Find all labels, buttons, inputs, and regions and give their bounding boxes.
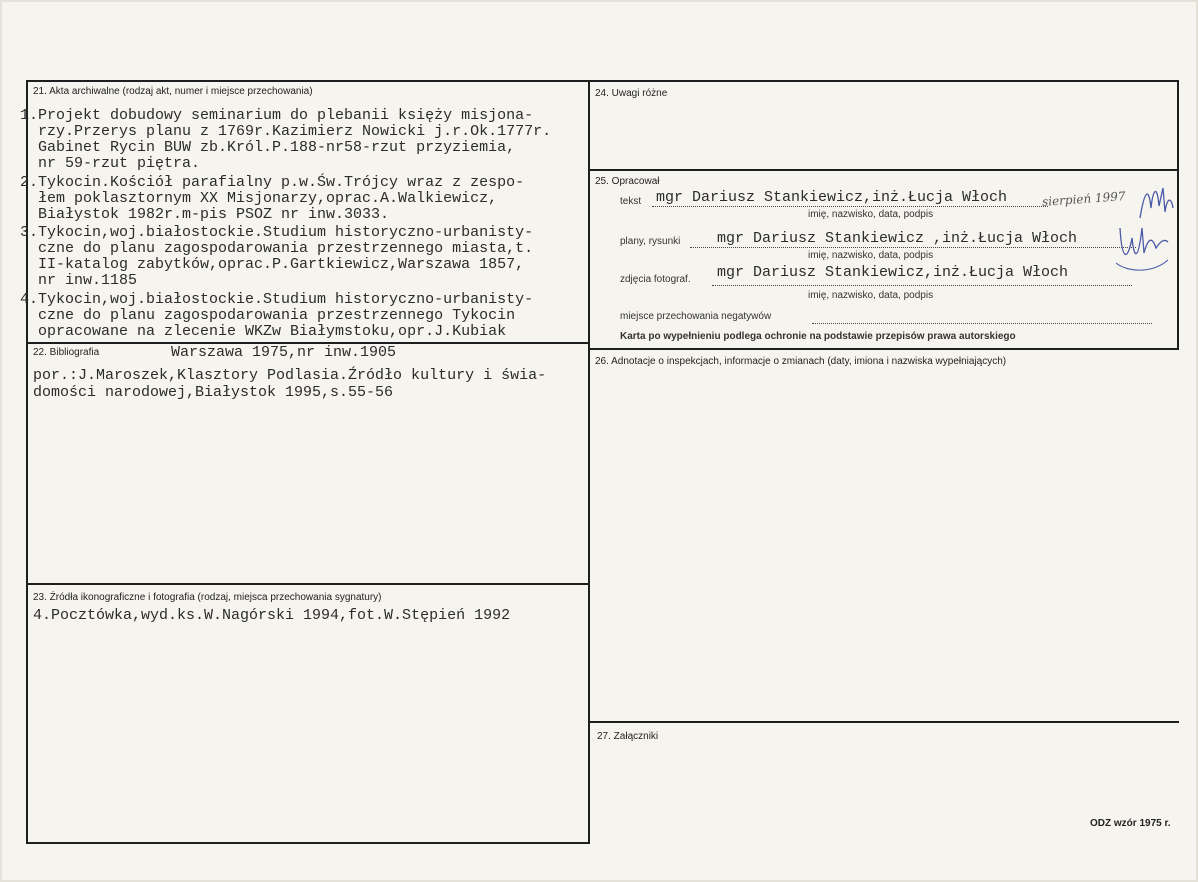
section-23-line: 4.Pocztówka,wyd.ks.W.Nagórski 1994,fot.W.Stępień 1992 — [33, 607, 511, 624]
section-21-line: czne do planu zagospodarowania przestrzennego miasta,t. — [20, 240, 534, 257]
center-divider — [588, 80, 590, 843]
divider-26-27 — [588, 721, 1179, 723]
right-border — [1177, 80, 1179, 348]
tekst-dotline — [652, 206, 1048, 207]
section-22-label: 22. Bibliografia — [33, 347, 100, 358]
section-22-line: por.:J.Maroszek,Klasztory Podlasia.Źródło kultury i świa- — [33, 367, 547, 384]
section-21-label: 21. Akta archiwalne (rodzaj akt, numer i miejsce przechowania) — [33, 86, 313, 97]
section-21-line: opracowane na zlecenie WKZw Białymstoku,opr.J.Kubiak — [20, 323, 507, 340]
form-footer: ODZ wzór 1975 r. — [1090, 818, 1171, 829]
section-21-line: 3.Tykocin,woj.białostockie.Studium historyczno-urbanisty- — [20, 224, 534, 241]
section-22-line: domości narodowej,Białystok 1995,s.55-56 — [33, 384, 394, 401]
negatywy-dotline — [812, 323, 1152, 324]
plany-label: plany, rysunki — [620, 236, 681, 247]
plany-caption: imię, nazwisko, data, podpis — [808, 250, 934, 261]
section-21-line: 1.Projekt dobudowy seminarium do plebanii księży misjona- — [20, 107, 534, 124]
section-21-continuation: Warszawa 1975,nr inw.1905 — [171, 344, 397, 361]
plany-dotline — [690, 247, 1136, 248]
zdjecia-label: zdjęcia fotograf. — [620, 274, 691, 285]
section-24-label: 24. Uwagi różne — [595, 88, 668, 99]
signature-bottom — [1112, 208, 1172, 278]
negatywy-label: miejsce przechowania negatywów — [620, 311, 772, 322]
copyright-notice: Karta po wypełnieniu podlega ochronie na podstawie przepisów prawa autorskiego — [620, 331, 1016, 342]
section-21-line: łem poklasztornym XX Misjonarzy,oprac.A.Walkiewicz, — [20, 190, 498, 207]
section-27-label: 27. Załączniki — [597, 731, 659, 742]
tekst-caption: imię, nazwisko, data, podpis — [808, 209, 934, 220]
section-21-line: rzy.Przerys planu z 1769r.Kazimierz Nowicki j.r.Ok.1777r. — [20, 123, 552, 140]
section-21-line: Białystok 1982r.m-pis PSOZ nr inw.3033. — [20, 206, 390, 223]
tekst-value: mgr Dariusz Stankiewicz,inż.Łucja Włoch — [656, 189, 1008, 206]
section-21-line: czne do planu zagospodarowania przestrzennego Tykocin — [20, 307, 516, 324]
divider-25-26 — [588, 348, 1179, 350]
top-border — [26, 80, 1179, 82]
section-21-line: 2.Tykocin.Kościół parafialny p.w.Św.Trójcy wraz z zespo- — [20, 174, 525, 191]
tekst-handwritten-date: sierpień 1997 — [1041, 189, 1126, 209]
section-21-line: Gabinet Rycin BUW zb.Król.P.188-nr58-rzut przyziemia, — [20, 139, 516, 156]
section-26-label: 26. Adnotacje o inspekcjach, informacje o zmianach (daty, imiona i nazwiska wypełniających) — [595, 356, 1007, 367]
zdjecia-value: mgr Dariusz Stankiewicz,inż.Łucja Włoch — [717, 264, 1069, 281]
section-23-label: 23. Źródła ikonograficzne i fotografia (rodzaj, miejsca przechowania sygnatury) — [33, 592, 382, 603]
plany-value: mgr Dariusz Stankiewicz ,inż.Łucja Włoch — [717, 230, 1078, 247]
section-21-line: nr inw.1185 — [20, 272, 138, 289]
zdjecia-dotline — [712, 285, 1132, 286]
section-21-line: II-katalog zabytków,oprac.P.Gartkiewicz,Warszawa 1857, — [20, 256, 525, 273]
zdjecia-caption: imię, nazwisko, data, podpis — [808, 290, 934, 301]
section-21-line: 4.Tykocin,woj.białostockie.Studium historyczno-urbanisty- — [20, 291, 534, 308]
divider-22-23 — [26, 583, 590, 585]
divider-24-25 — [588, 169, 1178, 171]
tekst-label: tekst — [620, 196, 642, 207]
bottom-left-border — [26, 842, 590, 844]
section-21-line: nr 59-rzut piętra. — [20, 155, 201, 172]
section-25-label: 25. Opracował — [595, 176, 660, 187]
